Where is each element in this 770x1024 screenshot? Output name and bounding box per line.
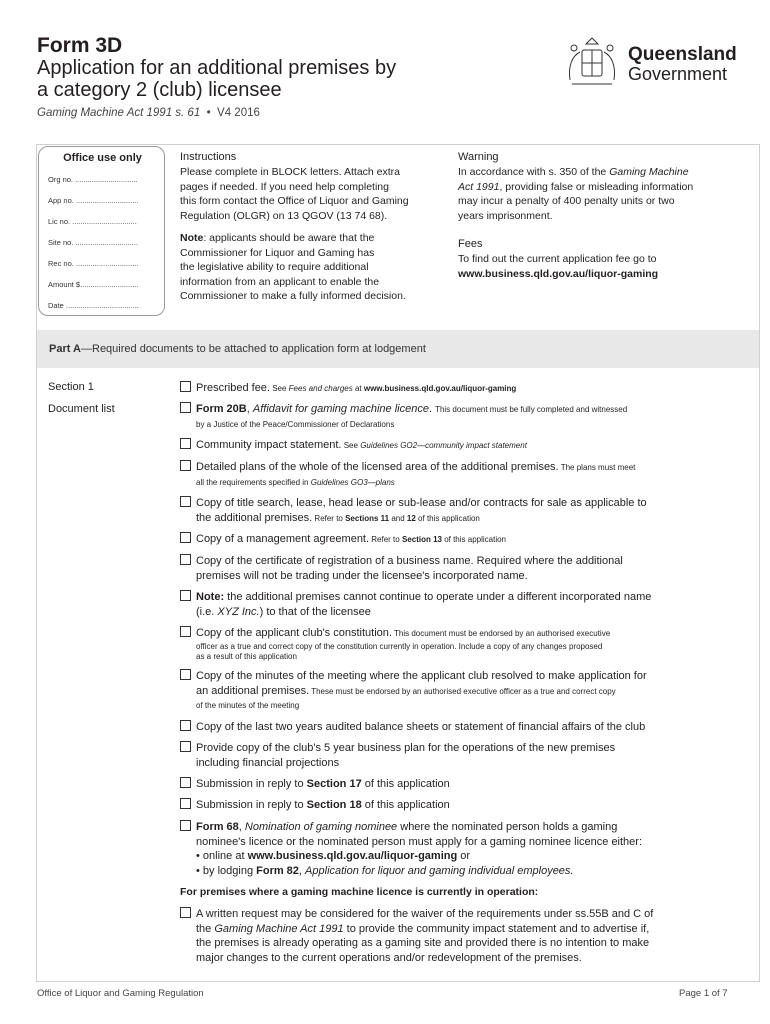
- fees-heading: Fees: [458, 238, 483, 250]
- checklist-item-meeting-minutes: Copy of the minutes of the meeting where the applicant club resolved to make application for an additional premises. These must be endorsed by an authorised executive officer as a true and correct copy of the minutes of the meeting: [180, 669, 724, 714]
- office-field-lic[interactable]: Lic no. ...............................: [48, 217, 137, 226]
- office-use-box: [38, 146, 165, 316]
- checklist-item-section-17: Submission in reply to Section 17 of this application: [180, 777, 724, 792]
- checklist-item-constitution: Copy of the applicant club's constitution. This document must be endorsed by an authorised executive officer as a true and correct copy of the constitution currently in operation. Include a copy of any changes proposed as a result of this application: [180, 626, 724, 662]
- checklist-item-note-incorporated-name: Note: the additional premises cannot continue to operate under a different incorporated name (i.e. XYZ Inc.) to that of the licensee: [180, 590, 724, 619]
- checkbox[interactable]: [180, 907, 191, 918]
- form-title-line1: Application for an additional premises by: [37, 57, 397, 79]
- checkbox[interactable]: [180, 798, 191, 809]
- section-1-label: Section 1: [48, 381, 94, 393]
- checkbox[interactable]: [180, 741, 191, 752]
- checklist-item-detailed-plans: Detailed plans of the whole of the licensed area of the additional premises. The plans must meet all the requirements specified in Guidelines GO3—plans: [180, 460, 724, 490]
- footer-organisation: Office of Liquor and Gaming Regulation: [37, 988, 204, 999]
- fees-url-link[interactable]: www.business.qld.gov.au/liquor-gaming: [458, 267, 659, 280]
- instructions-heading: Instructions: [180, 151, 237, 163]
- checklist-item-form-20b: Form 20B, Affidavit for gaming machine licence. This document must be fully completed and witnessed by a Justice of the Peace/Commissioner of Declarations: [180, 402, 724, 432]
- checkbox[interactable]: [180, 460, 191, 471]
- footer-page-number: Page 1 of 7: [679, 988, 728, 999]
- checklist-item-balance-sheets: Copy of the last two years audited balance sheets or statement of financial affairs of the club: [180, 720, 724, 735]
- checkbox[interactable]: [180, 532, 191, 543]
- checkbox[interactable]: [180, 438, 191, 449]
- coat-of-arms-icon: [562, 36, 622, 94]
- version: V4 2016: [217, 107, 260, 119]
- online-url-link[interactable]: www.business.qld.gov.au/liquor-gaming: [247, 850, 458, 862]
- checklist-item-title-search: Copy of title search, lease, head lease or sub-lease and/or contracts for sale as applicable to the additional premises. Refer to Sections 11 and 12 of this application: [180, 496, 724, 526]
- checklist-item-waiver-request: A written request may be considered for the waiver of the requirements under ss.55B and C of the Gaming Machine Act 1991 to provide the community impact statement and to advertise if, the premises is already operating as a gaming site and provided there is no intention to make major changes to the current operations and/or redevelopment of the premises.: [180, 907, 724, 965]
- logo-government: Government: [628, 64, 728, 84]
- checkbox[interactable]: [180, 669, 191, 680]
- office-field-app[interactable]: App no. ..............................: [48, 196, 139, 205]
- office-field-rec[interactable]: Rec no. ..............................: [48, 259, 139, 268]
- checklist-item-business-plan: Provide copy of the club's 5 year business plan for the operations of the new premises including financial projections: [180, 741, 724, 770]
- form-subtitle: Gaming Machine Act 1991 s. 61 • V4 2016: [37, 107, 260, 119]
- checkbox[interactable]: [180, 720, 191, 731]
- checkbox[interactable]: [180, 777, 191, 788]
- office-field-date[interactable]: Date ...................................: [48, 301, 139, 310]
- act-reference: Gaming Machine Act 1991 s. 61: [37, 107, 201, 119]
- checklist-item-community-impact: Community impact statement. See Guidelines GO2—community impact statement: [180, 438, 724, 454]
- office-field-amount[interactable]: Amount $............................: [48, 280, 139, 289]
- checkbox[interactable]: [180, 626, 191, 637]
- checklist-item-business-name: Copy of the certificate of registration of a business name. Required where the additional premises will not be trading under the licensee's incorporated name.: [180, 554, 724, 583]
- office-field-site[interactable]: Site no. ..............................: [48, 238, 139, 247]
- form-number: Form 3D: [37, 34, 123, 57]
- warning-text: In accordance with s. 350 of the Gaming Machine Act 1991, providing false or misleading information may incur a penalty of 400 penalty units or two years imprisonment.: [458, 166, 694, 222]
- fees-text: To find out the current application fee go to www.business.qld.gov.au/liquor-gaming: [458, 253, 659, 280]
- checklist-item-section-18: Submission in reply to Section 18 of this application: [180, 798, 724, 813]
- document-list-label: Document list: [48, 403, 115, 415]
- checklist-item-management-agreement: Copy of a management agreement. Refer to Section 13 of this application: [180, 532, 724, 548]
- checkbox[interactable]: [180, 402, 191, 413]
- instructions-text: Please complete in BLOCK letters. Attach extra pages if needed. If you need help completing this form contact the Office of Liquor and Gaming Regulation (OLGR) on 13 QGOV (13 74 68).: [180, 166, 409, 222]
- office-field-org[interactable]: Org no. ..............................: [48, 175, 138, 184]
- warning-heading: Warning: [458, 151, 499, 163]
- logo-queensland: Queensland: [628, 44, 737, 65]
- gaming-licence-subheading: For premises where a gaming machine licence is currently in operation:: [180, 886, 539, 898]
- instructions-note: Note: applicants should be aware that the Commissioner for Liquor and Gaming has the legislative ability to require additional information from an applicant to enable the Commissioner to make a fully informed decision.: [180, 232, 406, 302]
- part-a-heading: Part A—Required documents to be attached to application form at lodgement: [37, 330, 759, 368]
- checkbox[interactable]: [180, 590, 191, 601]
- checklist-item-prescribed-fee: Prescribed fee. See Fees and charges at www.business.qld.gov.au/liquor-gaming: [180, 381, 724, 397]
- form-title-line2: a category 2 (club) licensee: [37, 79, 282, 101]
- office-use-title: Office use only: [63, 152, 142, 164]
- checkbox[interactable]: [180, 820, 191, 831]
- checkbox[interactable]: [180, 496, 191, 507]
- checkbox[interactable]: [180, 381, 191, 392]
- checklist-item-form-68: Form 68, Nomination of gaming nominee where the nominated person holds a gaming nominee's licence or the nominated person must apply for a gaming nominee licence either: • online at www.business.qld.gov.au/liquor-gaming or • by lodging Form 82, Application for liquor and gaming individual employees.: [180, 820, 724, 878]
- checkbox[interactable]: [180, 554, 191, 565]
